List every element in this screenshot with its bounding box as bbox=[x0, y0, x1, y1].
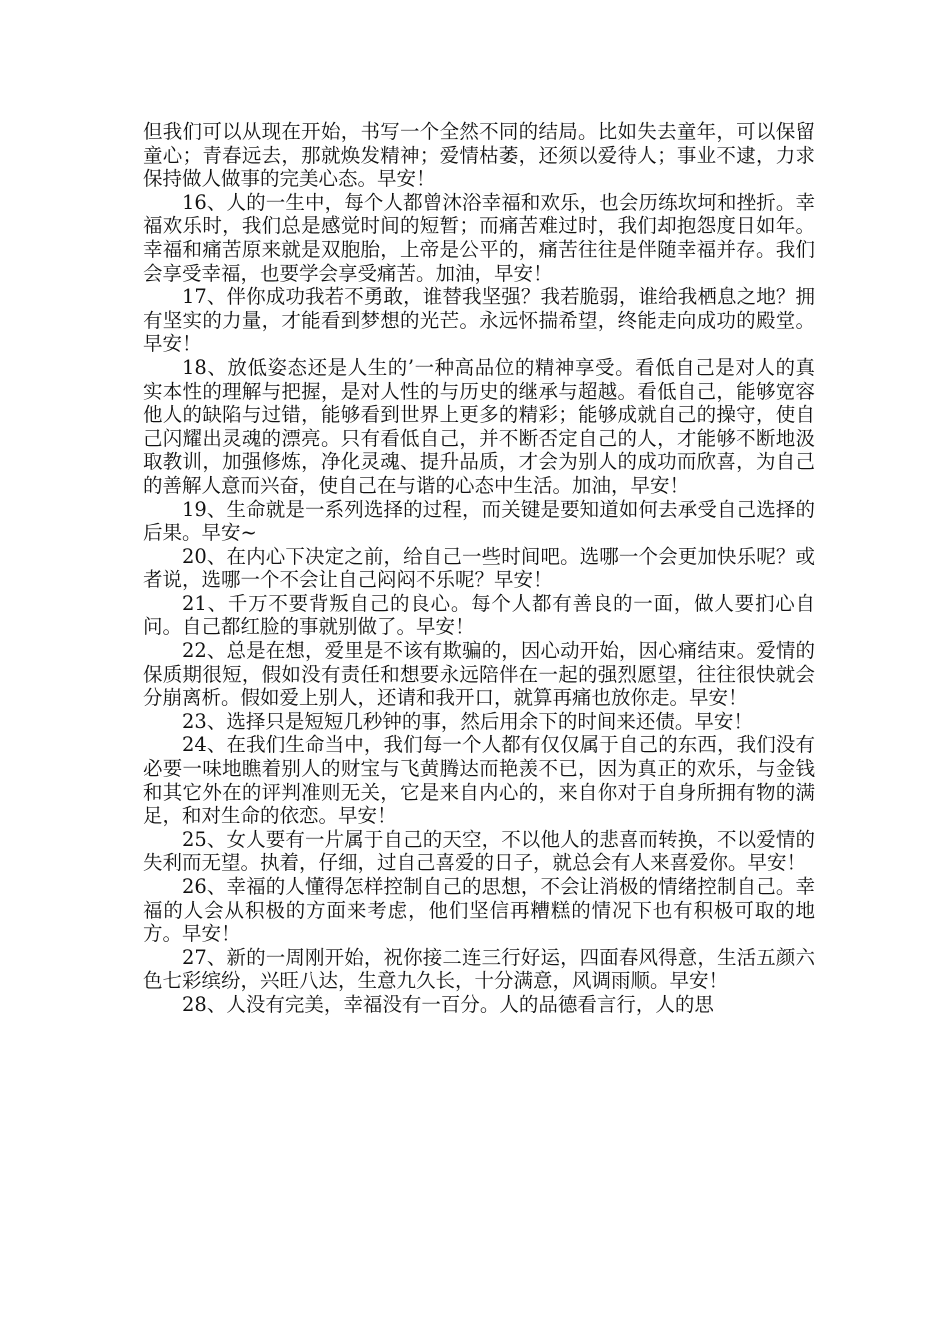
paragraph-27: 27、新的一周刚开始，祝你接二连三行好运，四面春风得意，生活五颜六色七彩缤纷，兴旺八达，生意九久长，十分满意，风调雨顺。早安！ bbox=[143, 945, 815, 993]
paragraph-23: 23、选择只是短短几秒钟的事，然后用余下的时间来还债。早安！ bbox=[182, 709, 753, 733]
paragraph-21: 21、千万不要背叛自己的良心。每个人都有善良的一面，做人要扪心自问。自己都红脸的事就别做了。早安！ bbox=[143, 591, 815, 639]
paragraph-19: 19、生命就是一系列选择的过程，而关键是要知道如何去承受自己选择的后果。早安~ bbox=[143, 497, 815, 545]
paragraph-20: 20、在内心下决定之前，给自己一些时间吧。选哪一个会更加快乐呢？或者说，选哪一个不会让自己闷闷不乐呢？早安！ bbox=[143, 544, 815, 592]
paragraph-22: 22、总是在想，爱里是不该有欺骗的，因心动开始，因心痛结束。爱情的保质期很短，假如没有责任和想要永远陪伴在一起的强烈愿望，往往很快就会分崩离析。假如爱上别人，还请和我开口，就算再痛也放你走。早安！ bbox=[143, 639, 815, 710]
document-body bbox=[143, 120, 815, 1017]
paragraph-16: 16、人的一生中，每个人都曾沐浴幸福和欢乐，也会历练坎坷和挫折。幸福欢乐时，我们总是感觉时间的短暂；而痛苦难过时，我们却抱怨度日如年。幸福和痛苦原来就是双胞胎，上帝是公平的，痛苦往往是伴随幸福并存。我们会享受幸福，也要学会享受痛苦。加油，早安！ bbox=[143, 190, 815, 285]
paragraph-26: 26、幸福的人懂得怎样控制自己的思想，不会让消极的情绪控制自己。幸福的人会从积极的方面来考虑，他们坚信再糟糕的情况下也有积极可取的地方。早安！ bbox=[143, 875, 815, 946]
paragraph-28: 28、人没有完美，幸福没有一百分。人的品德看言行，人的思 bbox=[182, 992, 714, 1016]
paragraph-18: 18、放低姿态还是人生的’一种高品位的精神享受。看低自己是对人的真实本性的理解与把握，是对人性的与历史的继承与超越。看低自己，能够宽容他人的缺陷与过错，能够看到世界上更多的精彩；能够成就自己的操守，使自己闪耀出灵魂的漂亮。只有看低自己，并不断否定自己的人，才能够不断地汲取教训，加强修炼，净化灵魂、提升品质，才会为别人的成功而欣喜，为自己的善解人意而兴奋，使自己在与谐的心态中生活。加油，早安！ bbox=[143, 355, 815, 497]
paragraph-25: 25、女人要有一片属于自己的天空，不以他人的悲喜而转换，不以爱情的失利而无望。执着，仔细，过自己喜爱的日子，就总会有人来喜爱你。早安！ bbox=[143, 827, 815, 875]
paragraph-24: 24、在我们生命当中，我们每一个人都有仅仅属于自己的东西，我们没有必要一味地瞧着别人的财宝与飞黄腾达而艳羡不已，因为真正的欢乐，与金钱和其它外在的评判准则无关，它是来自内心的，来自你对于自身所拥有物的满足，和对生命的依恋。早安！ bbox=[143, 733, 815, 828]
paragraph-continued: 但我们可以从现在开始，书写一个全然不同的结局。比如失去童年，可以保留童心；青春远去，那就焕发精神；爱情枯萎，还须以爱待人；事业不逮，力求保持做人做事的完美心态。早安！ bbox=[143, 120, 815, 191]
paragraph-17: 17、伴你成功我若不勇敢，谁替我坚强？我若脆弱，谁给我栖息之地？拥有坚实的力量，才能看到梦想的光芒。永远怀揣希望，终能走向成功的殿堂。早安！ bbox=[143, 285, 815, 356]
